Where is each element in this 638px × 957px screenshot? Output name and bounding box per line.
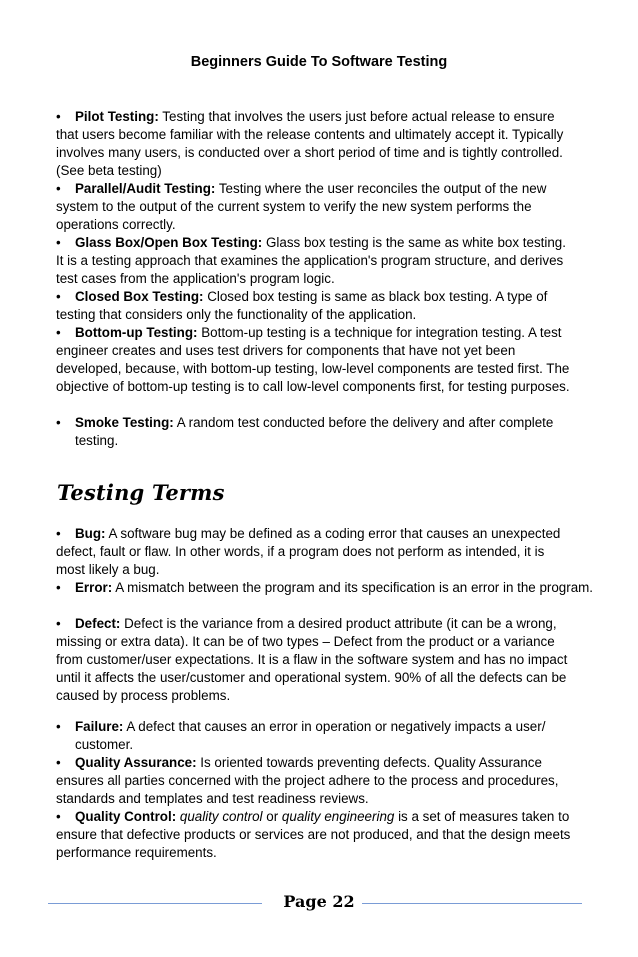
bullet: • — [56, 526, 61, 541]
term-smoke-testing: Smoke Testing: — [75, 415, 174, 430]
bullet: • — [56, 109, 61, 124]
term-glass-box-testing: Glass Box/Open Box Testing: — [75, 235, 263, 250]
definition-closed-box-testing: Closed box testing is same as black box testing. A type of testing that considers only the functionality of the application. — [56, 289, 548, 322]
list-item-quality-control — [56, 808, 576, 862]
conjunction-or: or — [266, 809, 279, 824]
definition-glass-box-testing: Glass box testing is the same as white box testing. It is a testing approach that examines the application's program structure, and derives test cases from the application's program logic. — [56, 235, 566, 286]
page-number: Page 22 — [283, 892, 355, 911]
bullet: • — [56, 289, 61, 304]
list-item-smoke-testing — [56, 414, 595, 450]
list-item-failure — [56, 718, 595, 754]
section-title-testing-terms: Testing Terms — [57, 480, 225, 505]
term-defect: Defect: — [75, 616, 121, 631]
bullet: • — [56, 580, 61, 595]
list-item-closed-box-testing — [56, 288, 576, 324]
term-error: Error: — [75, 580, 113, 595]
bullet: • — [56, 181, 61, 196]
definition-parallel-audit-testing: Testing where the user reconciles the output of the new system to the output of the current system to verify the new system performs the operations correctly. — [56, 181, 547, 232]
emphasis-quality-engineering: quality engineering — [281, 809, 395, 824]
definition-quality-control: is a set of measures taken to ensure that defective products or services are not produced, and that the design meets performance requirements. — [56, 809, 571, 860]
footer-rule-right — [362, 903, 582, 904]
bullet: • — [56, 616, 61, 631]
bullet: • — [56, 755, 61, 770]
definition-failure: A defect that causes an error in operation or negatively impacts a user/ customer. — [75, 719, 546, 752]
definition-bug: A software bug may be defined as a coding error that causes an unexpected defect, fault or flaw. In other words, if a program does not perform as intended, it is most likely a bug. — [56, 526, 561, 577]
term-closed-box-testing: Closed Box Testing: — [75, 289, 204, 304]
bullet: • — [56, 325, 61, 340]
list-item-parallel-audit-testing — [56, 180, 576, 234]
term-parallel-audit-testing: Parallel/Audit Testing: — [75, 181, 216, 196]
emphasis-quality-control: quality control — [179, 809, 263, 824]
bullet: • — [56, 809, 61, 824]
list-item-pilot-testing — [56, 108, 576, 180]
term-pilot-testing: Pilot Testing: — [75, 109, 159, 124]
bullet: • — [56, 235, 61, 250]
bullet: • — [56, 415, 61, 430]
definition-bottom-up-testing: Bottom-up testing is a technique for integration testing. A test engineer creates and uses test drivers for components that have not yet been developed, because, with bottom-up testing, low-level components are tested first. The objective of bottom-up testing is to call low-level components first, for testing purposes. — [56, 325, 570, 394]
term-bottom-up-testing: Bottom-up Testing: — [75, 325, 198, 340]
list-item-bottom-up-testing — [56, 324, 576, 396]
list-item-defect — [56, 615, 576, 705]
list-item-glass-box-testing — [56, 234, 576, 288]
list-item-quality-assurance — [56, 754, 576, 808]
bullet: • — [56, 719, 61, 734]
term-quality-assurance: Quality Assurance: — [75, 755, 197, 770]
term-bug: Bug: — [75, 526, 106, 541]
list-item-error — [56, 579, 595, 597]
definition-quality-assurance: Is oriented towards preventing defects. Quality Assurance ensures all parties concerned with the project adhere to the process and procedures, standards and templates and test readiness reviews. — [56, 755, 559, 806]
definition-pilot-testing: Testing that involves the users just before actual release to ensure that users become familiar with the release contents and ultimately accept it. Typically involves many users, is conducted over a short period of time and is tightly controlled. (See beta testing) — [56, 109, 564, 178]
term-quality-control: Quality Control: — [75, 809, 177, 824]
definition-smoke-testing: A random test conducted before the delivery and after complete testing. — [75, 415, 554, 448]
list-item-bug — [56, 525, 576, 579]
definition-error: A mismatch between the program and its specification is an error in the program. — [115, 580, 594, 595]
running-header: Beginners Guide To Software Testing — [190, 54, 448, 70]
term-failure: Failure: — [75, 719, 124, 734]
definition-defect: Defect is the variance from a desired product attribute (it can be a wrong, missing or extra data). It can be of two types – Defect from the product or a variance from customer/user expectations. It is a flaw in the software system and has no impact until it affects the user/customer and operational system. 90% of all the defects can be caused by process problems. — [56, 616, 568, 703]
